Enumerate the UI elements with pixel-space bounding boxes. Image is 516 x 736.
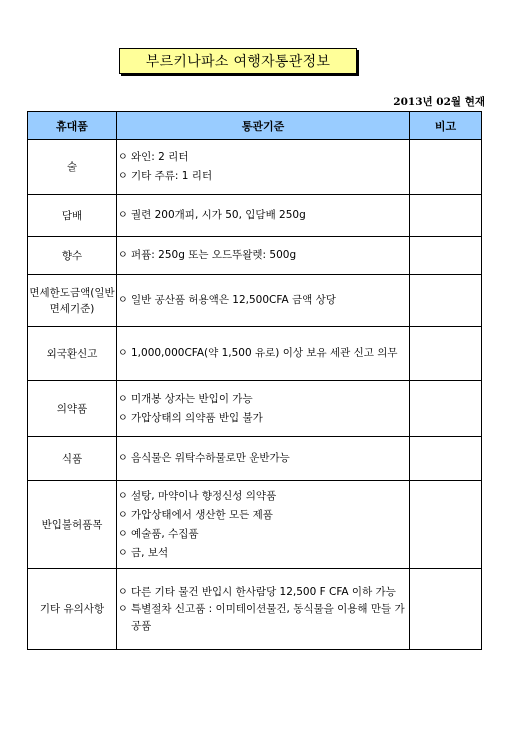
list-item-text: 설탕, 마약이나 향정신성 의약품 xyxy=(131,489,277,502)
list-item-text: 가압상태에서 생산한 모든 제품 xyxy=(131,508,273,521)
date-label: 2013년 02월 현재 xyxy=(393,96,485,108)
row-standard xyxy=(117,481,410,569)
list-item xyxy=(117,487,409,506)
bullet-icon: ㅇ xyxy=(118,210,128,221)
row-standard xyxy=(117,327,410,381)
list-item xyxy=(117,246,409,265)
bullet-icon: ㅇ xyxy=(118,453,128,464)
table-row xyxy=(28,275,482,327)
list-item xyxy=(117,291,409,310)
bullet-icon: ㅇ xyxy=(118,490,128,502)
standard-list xyxy=(117,487,409,563)
standard-list xyxy=(117,449,409,468)
list-item xyxy=(117,506,409,525)
header-item: 휴대품 xyxy=(28,112,117,140)
standard-list xyxy=(117,390,409,428)
row-note xyxy=(410,140,482,195)
row-category: 식품 xyxy=(28,437,117,481)
header-standard: 통관기준 xyxy=(117,112,410,140)
row-note xyxy=(410,327,482,381)
row-category: 반입불허품목 xyxy=(28,481,117,569)
list-item xyxy=(117,601,409,635)
table-row xyxy=(28,195,482,237)
list-item-text: 음식물은 위탁수하물로만 운반가능 xyxy=(131,452,290,464)
list-item-text: 일반 공산품 허용액은 12,500CFA 금액 상당 xyxy=(131,294,336,306)
bullet-icon: ㅇ xyxy=(118,348,128,359)
row-note xyxy=(410,569,482,650)
list-item xyxy=(117,148,409,167)
list-item-text: 특별절차 신고품 : 이미테이션물건, 동식물을 이용해 만들 가공품 xyxy=(131,602,405,632)
table-row xyxy=(28,569,482,650)
table-row xyxy=(28,437,482,481)
row-category: 의약품 xyxy=(28,381,117,437)
standard-list xyxy=(117,206,409,225)
list-item xyxy=(117,167,409,186)
list-item xyxy=(117,345,409,362)
standard-list xyxy=(117,345,409,362)
bullet-icon: ㅇ xyxy=(118,152,128,163)
list-item-text: 예술품, 수집품 xyxy=(131,527,199,540)
page-title: 부르키나파소 여행자통관정보 xyxy=(119,48,357,74)
list-item-text: 미개봉 상자는 반입이 가능 xyxy=(131,392,253,405)
list-item-text: 기타 주류: 1 리터 xyxy=(131,170,213,182)
list-item xyxy=(117,544,409,563)
customs-table xyxy=(27,111,482,650)
row-standard xyxy=(117,437,410,481)
table-header-row xyxy=(28,112,482,140)
table-row xyxy=(28,327,482,381)
row-standard xyxy=(117,569,410,650)
row-standard xyxy=(117,195,410,237)
list-item xyxy=(117,584,409,601)
bullet-icon: ㅇ xyxy=(118,295,128,306)
bullet-icon: ㅇ xyxy=(118,509,128,521)
list-item-text: 퍼퓸: 250g 또는 오드뚜왈렛: 500g xyxy=(131,249,297,261)
row-note xyxy=(410,481,482,569)
bullet-icon: ㅇ xyxy=(118,171,128,182)
row-category: 술 xyxy=(28,140,117,195)
table-row xyxy=(28,237,482,275)
row-standard xyxy=(117,140,410,195)
list-item xyxy=(117,390,409,409)
standard-list xyxy=(117,584,409,635)
bullet-icon: ㅇ xyxy=(118,393,128,405)
row-note xyxy=(410,195,482,237)
bullet-icon: ㅇ xyxy=(118,250,128,261)
bullet-icon: ㅇ xyxy=(118,547,128,559)
standard-list xyxy=(117,246,409,265)
row-standard xyxy=(117,237,410,275)
table-row xyxy=(28,481,482,569)
list-item xyxy=(117,409,409,428)
row-category: 기타 유의사항 xyxy=(28,569,117,650)
list-item-text: 궐련 200개피, 시가 50, 입담배 250g xyxy=(131,209,306,221)
row-note xyxy=(410,237,482,275)
row-category: 외국환신고 xyxy=(28,327,117,381)
standard-list xyxy=(117,148,409,186)
list-item-text: 가압상태의 의약품 반입 불가 xyxy=(131,411,263,424)
bullet-icon: ㅇ xyxy=(118,412,128,424)
bullet-icon: ㅇ xyxy=(118,528,128,540)
header-note: 비고 xyxy=(410,112,482,140)
row-note xyxy=(410,381,482,437)
list-item-text: 와인: 2 리터 xyxy=(131,151,189,163)
table-row xyxy=(28,140,482,195)
table-row xyxy=(28,381,482,437)
list-item xyxy=(117,449,409,468)
row-note xyxy=(410,437,482,481)
standard-list xyxy=(117,291,409,310)
list-item-text: 다른 기타 물건 반입시 한사람당 12,500 F CFA 이하 가능 xyxy=(131,585,396,598)
row-note xyxy=(410,275,482,327)
bullet-icon: ㅇ xyxy=(118,586,128,598)
bullet-icon: ㅇ xyxy=(118,603,128,615)
row-category: 향수 xyxy=(28,237,117,275)
list-item-text: 금, 보석 xyxy=(131,546,169,559)
row-category: 담배 xyxy=(28,195,117,237)
list-item xyxy=(117,525,409,544)
list-item xyxy=(117,206,409,225)
list-item-text: 1,000,000CFA(약 1,500 유로) 이상 보유 세관 신고 의무 xyxy=(131,347,398,359)
row-category: 면세한도금액(일반면세기준) xyxy=(28,275,117,327)
row-standard xyxy=(117,381,410,437)
row-standard xyxy=(117,275,410,327)
